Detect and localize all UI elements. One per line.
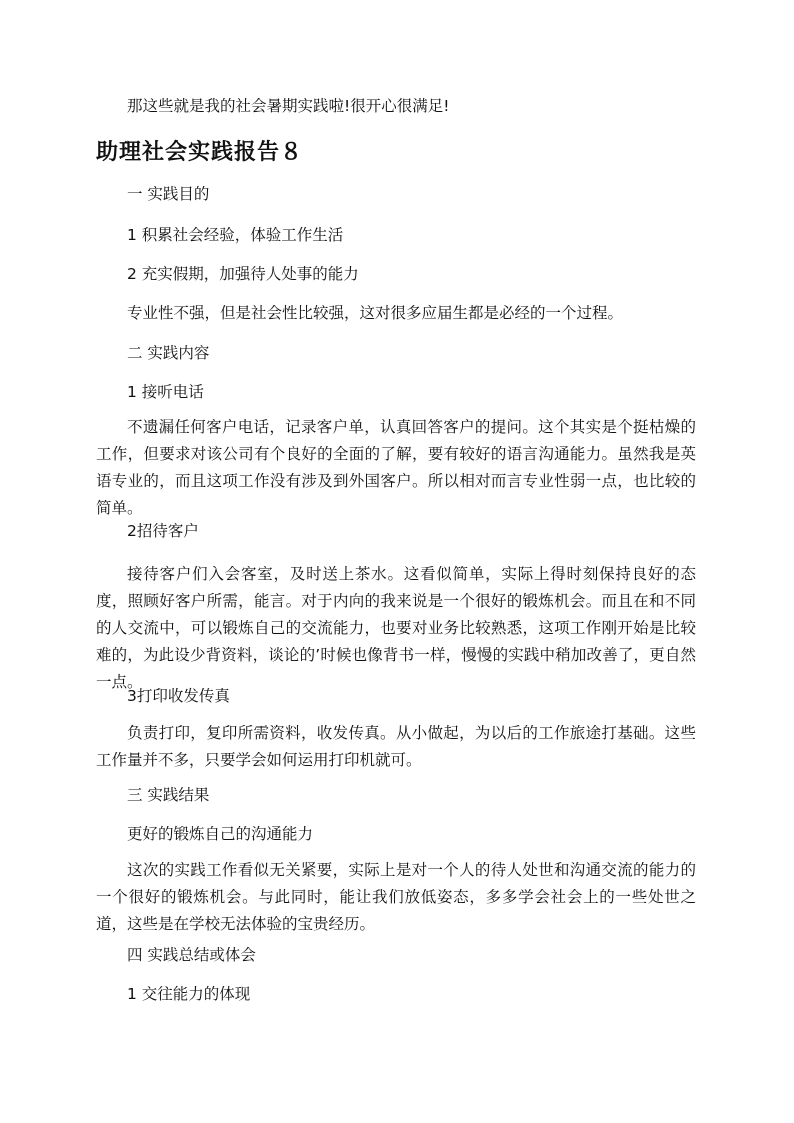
content-item-phone: 1 接听电话 bbox=[127, 383, 204, 401]
fax-paragraph: 负责打印，复印所需资料，收发传真。从小做起，为以后的工作旅途打基础。这些工作量并不多，只要学会如何运用打印机就可。 bbox=[96, 724, 696, 769]
result-paragraph: 这次的实践工作看似无关紧要，实际上是对一个人的待人处世和沟通交流的能力的一个很好的锻炼机会。与此同时，能让我们放低姿态，多多学会社会上的一些处世之道，这些是在学校无法体验的宝贵经历。 bbox=[96, 861, 696, 933]
page-title: 助理社会实践报告８ bbox=[96, 139, 304, 165]
result-lead: 更好的锻炼自己的沟通能力 bbox=[127, 825, 314, 843]
professional-paragraph: 专业性不强，但是社会性比较强，这对很多应届生都是必经的一个过程。 bbox=[127, 304, 624, 322]
purpose-item-1: 1 积累社会经验，体验工作生活 bbox=[127, 226, 344, 244]
section-heading-result: 三 实践结果 bbox=[127, 786, 210, 804]
content-item-fax: 3打印收发传真 bbox=[127, 687, 230, 705]
section-heading-summary: 四 实践总结或体会 bbox=[127, 946, 256, 964]
phone-paragraph: 不遗漏任何客户电话，记录客户单，认真回答客户的提问。这个其实是个挺枯燥的工作，但要求对该公司有个良好的全面的了解，要有较好的语言沟通能力。虽然我是英语专业的，而且这项工作没有涉及到外国客户。所以相对而言专业性弱一点，也比较的简单。 bbox=[96, 418, 696, 517]
content-item-reception: 2招待客户 bbox=[127, 522, 199, 540]
summary-item-1: 1 交往能力的体现 bbox=[127, 985, 251, 1003]
intro-closing-paragraph: 那这些就是我的社会暑期实践啦!很开心很满足! bbox=[127, 97, 450, 115]
purpose-item-2: 2 充实假期，加强待人处事的能力 bbox=[127, 265, 359, 283]
reception-paragraph: 接待客户们入会客室，及时送上茶水。这看似简单，实际上得时刻保持良好的态度，照顾好客户所需，能言。对于内向的我来说是一个很好的锻炼机会。而且在和不同的人交流中，可以锻炼自己的交流能力，也要对业务比较熟悉，这项工作刚开始是比较难的，为此设少背资料，谈论的’时候也像背书一样，慢慢的实践中稍加改善了，更自然一点。 bbox=[96, 565, 696, 691]
section-heading-purpose: 一 实践目的 bbox=[127, 185, 210, 203]
section-heading-content: 二 实践内容 bbox=[127, 344, 210, 362]
